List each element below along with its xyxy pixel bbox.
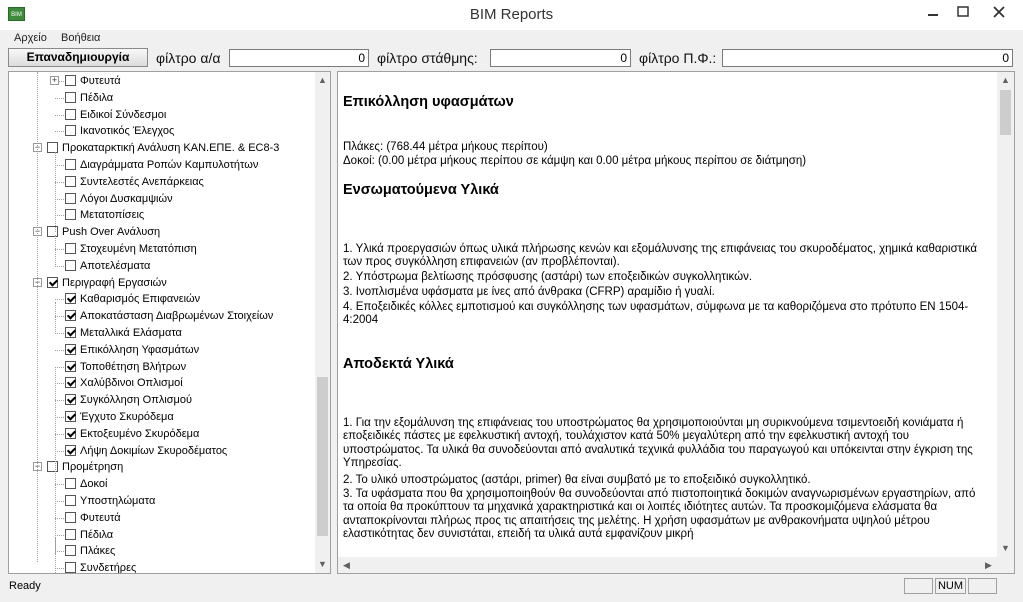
title-bar	[0, 0, 1023, 30]
tree-checkbox[interactable]	[65, 428, 76, 439]
tree-guide-line	[55, 152, 56, 232]
tree-item[interactable]	[9, 73, 314, 89]
tree-connector	[55, 165, 64, 166]
filter-pf-input[interactable]	[722, 49, 1013, 67]
tree-checkbox[interactable]	[65, 310, 76, 321]
tree-connector	[55, 434, 64, 435]
tree-item-label: Χαλύβδινοι Οπλισμοί	[80, 377, 183, 389]
tree-checkbox[interactable]	[65, 344, 76, 355]
tree-item-label: Πλάκες	[80, 545, 116, 557]
filter-level-label: φίλτρο στάθμης:	[377, 50, 478, 66]
maximize-button[interactable]	[946, 0, 980, 24]
tree-item-label: Προκαταρκτική Ανάλυση ΚΑΝ.ΕΠΕ. & EC8-3	[62, 142, 280, 154]
tree-item-label: Διαγράμματα Ροπών Καμπυλοτήτων	[80, 159, 259, 171]
toolbar	[0, 47, 1023, 71]
tree-item[interactable]	[9, 90, 314, 106]
section-heading: Αποδεκτά Υλικά	[343, 356, 454, 372]
tree-connector	[55, 131, 64, 132]
rebuild-button[interactable]: Επαναδημιουργία	[8, 48, 148, 67]
tree-connector	[55, 551, 64, 552]
tree-connector	[55, 215, 64, 216]
scroll-up-icon[interactable]: ▲	[1001, 75, 1010, 85]
status-panel-caps	[904, 578, 933, 594]
tree-checkbox[interactable]	[47, 226, 58, 237]
tree-connector	[55, 417, 64, 418]
paragraph: Δοκοί: (0.00 μέτρα μήκους περίπου σε κάμψη και 0.00 μέτρα μήκους περίπου σε διάτμηση)	[343, 155, 807, 167]
tree-checkbox[interactable]	[47, 277, 58, 288]
tree-guide-line	[55, 235, 56, 265]
tree-item-label: Υποστηλώματα	[80, 495, 156, 507]
minimize-button[interactable]	[916, 0, 950, 24]
menu-help[interactable]: Βοήθεια	[61, 32, 101, 44]
preview-scroll-thumb[interactable]	[1000, 90, 1011, 135]
tree-checkbox[interactable]	[65, 243, 76, 254]
window-title: BIM Reports	[469, 6, 554, 23]
tree-item[interactable]	[9, 123, 314, 139]
tree-item-label: Φυτευτά	[80, 75, 121, 87]
tree-checkbox[interactable]	[65, 445, 76, 456]
tree-connector	[55, 316, 64, 317]
tree-connector	[55, 383, 64, 384]
list-item: 4. Εποξειδικές κόλλες εμποτισμού και συγκόλλησης των υφασμάτων, σύμφωνα με τα καθοριζόμενα στο πρότυπο EN 1504-4:2004	[343, 301, 969, 327]
collapse-icon[interactable]: −	[34, 142, 41, 152]
tree-item-label: Μετατοπίσεις	[80, 209, 145, 221]
tree-item-label: Δοκοί	[80, 478, 108, 490]
tree-connector	[55, 182, 64, 183]
tree-scrollbar[interactable]	[315, 72, 330, 573]
tree-item-label: Λόγοι Δυσκαμψιών	[80, 193, 173, 205]
scroll-up-icon[interactable]: ▲	[318, 75, 327, 85]
tree-item-label: Εκτοξευμένο Σκυρόδεμα	[80, 428, 200, 440]
tree-item[interactable]	[9, 275, 314, 291]
section-heading: Ενσωματούμενα Υλικά	[343, 182, 499, 198]
paragraph: Πλάκες: (768.44 μέτρα μήκους περίπου)	[343, 141, 548, 153]
status-panel-num: NUM	[935, 578, 966, 594]
tree-checkbox[interactable]	[65, 209, 76, 220]
tree-connector	[55, 115, 64, 116]
tree-item-label: Έγχυτο Σκυρόδεμα	[80, 411, 174, 423]
tree-item-label: Στοχευμένη Μετατόπιση	[80, 243, 197, 255]
tree-checkbox[interactable]	[65, 327, 76, 338]
preview-horizontal-scrollbar[interactable]	[338, 557, 997, 573]
tree-checkbox[interactable]	[65, 260, 76, 271]
status-text: Ready	[9, 580, 41, 592]
close-button[interactable]	[982, 0, 1016, 24]
section-heading: Επικόλληση υφασμάτων	[343, 94, 514, 110]
tree-connector	[55, 350, 64, 351]
tree-connector	[55, 299, 64, 300]
tree-checkbox[interactable]	[65, 125, 76, 136]
collapse-icon[interactable]: −	[34, 461, 41, 471]
tree-item-label: Πέδιλα	[80, 92, 114, 104]
tree-item-label: Ικανοτικός Έλεγχος	[80, 125, 175, 137]
tree-checkbox[interactable]	[65, 75, 76, 86]
tree-item-label: Προμέτρηση	[62, 461, 124, 473]
tree-checkbox[interactable]	[65, 478, 76, 489]
tree-checkbox[interactable]	[47, 142, 58, 153]
tree-checkbox[interactable]	[65, 529, 76, 540]
tree-item-label: Ειδικοί Σύνδεσμοι	[80, 109, 167, 121]
tree-guide-line	[55, 369, 56, 554]
tree-item-label: Λήψη Δοκιμίων Σκυροδέματος	[80, 445, 228, 457]
tree-checkbox[interactable]	[65, 361, 76, 372]
scroll-left-icon[interactable]: ◀	[343, 560, 350, 570]
tree-item-label: Συνδετήρες	[80, 562, 137, 574]
tree-checkbox[interactable]	[65, 545, 76, 556]
scroll-down-icon[interactable]: ▼	[1001, 543, 1010, 553]
list-item: 2. Υπόστρωμα βελτίωσης πρόσφυσης (αστάρι) των εποξειδικών συγκολλητικών.	[343, 271, 753, 283]
tree-guide-line	[37, 72, 38, 562]
tree-connector	[55, 266, 64, 267]
tree-guide-line	[55, 537, 56, 574]
tree-item[interactable]	[9, 107, 314, 123]
menu-file[interactable]: Αρχείο	[14, 32, 47, 44]
tree-item-label: Αποκατάσταση Διαβρωμένων Στοιχείων	[80, 310, 274, 322]
tree-item-label: Πέδιλα	[80, 529, 114, 541]
tree-checkbox[interactable]	[65, 495, 76, 506]
tree-checkbox[interactable]	[65, 512, 76, 523]
tree-connector	[55, 98, 64, 99]
app-icon: BIM	[8, 7, 25, 21]
tree-item-label: Μεταλλικά Ελάσματα	[80, 327, 182, 339]
tree-item-label: Αποτελέσματα	[80, 260, 151, 272]
filter-aa-label: φίλτρο α/α	[156, 50, 221, 66]
tree-item[interactable]	[9, 342, 314, 358]
tree-connector	[55, 484, 64, 485]
tree-checkbox[interactable]	[65, 394, 76, 405]
tree-scroll-thumb[interactable]	[317, 377, 328, 536]
report-tree[interactable]	[8, 71, 331, 574]
list-item: 1. Για την εξομάλυνση της επιφάνειας του υποστρώματος θα χρησιμοποιούνται μη συρικνούμενα τσιμεντοειδή κονιάματα ή εποξειδικές πάστες με εφελκυστική αντοχή, τουλάχιστον κατά 50% μεγαλύτερη από την εφελκυστική αντοχή του υποστρώματος. Τα υλικά θα συνοδεύονται από αναλυτικά τεχνικά φυλλάδια του παραγωγού και υπόκεινται στην έγκριση της Υπηρεσίας.	[343, 417, 973, 469]
close-icon	[993, 6, 1005, 18]
list-item: 3. Τα υφάσματα που θα χρησιμοποιηθούν θα συνοδεύονται από πιστοποιητικά δοκιμών αναγνωρισμένων εργαστηρίων, από τα οποία θα προκύπτουν τα μηχανικά χαρακτηριστικά και οι λοιπές ιδιότητες αυτών. Τα προσκομιζόμενα ελάσματα θα ανταποκρίνονται πλήρως προς τις απαιτήσεις της μελέτης. Η χρήση υφασμάτων με ανθρακονήματα υψηλού μέτρου ελαστικότητας δεν συνιστάται, επειδή τα υλικά αυτά εμφανίζουν μικρή	[343, 488, 976, 540]
expand-icon[interactable]: +	[51, 75, 58, 85]
collapse-icon[interactable]: −	[34, 226, 41, 236]
tree-connector	[55, 518, 64, 519]
tree-item-label: Push Over Ανάλυση	[62, 226, 161, 238]
report-preview	[337, 71, 1015, 574]
scroll-corner	[997, 557, 1014, 573]
tree-item-label: Συντελεστές Ανεπάρκειας	[80, 176, 204, 188]
preview-vertical-scrollbar[interactable]	[997, 72, 1014, 557]
maximize-icon	[957, 6, 969, 18]
filter-level-input[interactable]	[490, 49, 631, 67]
tree-guide-line	[55, 302, 56, 332]
scroll-right-icon[interactable]: ▶	[985, 560, 992, 570]
tree-connector	[55, 199, 64, 200]
tree-checkbox[interactable]	[65, 92, 76, 103]
list-item: 2. Το υλικό υποστρώματος (αστάρι, primer) θα είναι συμβατό με το εποξειδικό συγκολλητικό.	[343, 474, 811, 486]
tree-connector	[55, 367, 64, 368]
collapse-icon[interactable]: −	[34, 277, 41, 287]
tree-checkbox[interactable]	[65, 193, 76, 204]
tree-checkbox[interactable]	[65, 293, 76, 304]
status-bar	[0, 576, 1023, 596]
tree-connector	[55, 249, 64, 250]
tree-checkbox[interactable]	[65, 109, 76, 120]
tree-checkbox[interactable]	[65, 377, 76, 388]
tree-connector	[55, 451, 64, 452]
tree-connector	[55, 568, 64, 569]
tree-checkbox[interactable]	[65, 176, 76, 187]
status-panel-scrl	[968, 578, 997, 594]
list-item: 1. Υλικά προεργασιών όπως υλικά πλήρωσης κενών και εξομάλυνσης της επιφάνειας του σκυροδέματος, χημικά καθαριστικά των προς συγκόλληση επιφανειών (αν προβλέπονται).	[343, 243, 978, 269]
tree-item-label: Τοποθέτηση Βλήτρων	[80, 361, 187, 373]
menu-bar	[0, 30, 1023, 46]
tree-checkbox[interactable]	[65, 159, 76, 170]
tree-checkbox[interactable]	[47, 461, 58, 472]
scroll-down-icon[interactable]: ▼	[318, 559, 327, 569]
tree-item-label: Φυτευτά	[80, 512, 121, 524]
list-item: 3. Ινοπλισμένα υφάσματα με ίνες από άνθρακα (CFRP) αραμίδιο ή γυαλί.	[343, 286, 715, 298]
minimize-icon	[927, 6, 939, 18]
tree-connector	[55, 535, 64, 536]
tree-item-label: Επικόλληση Υφασμάτων	[80, 344, 200, 356]
tree-connector	[55, 501, 64, 502]
filter-aa-input[interactable]	[229, 49, 369, 67]
tree-checkbox[interactable]	[65, 411, 76, 422]
tree-connector	[55, 333, 64, 334]
tree-checkbox[interactable]	[65, 562, 76, 573]
tree-item-label: Συγκόλληση Οπλισμού	[80, 394, 193, 406]
filter-pf-label: φίλτρο Π.Φ.:	[639, 50, 717, 66]
tree-item-label: Καθαρισμός Επιφανειών	[80, 293, 201, 305]
tree-item-label: Περιγραφή Εργασιών	[62, 277, 167, 289]
tree-connector	[55, 400, 64, 401]
